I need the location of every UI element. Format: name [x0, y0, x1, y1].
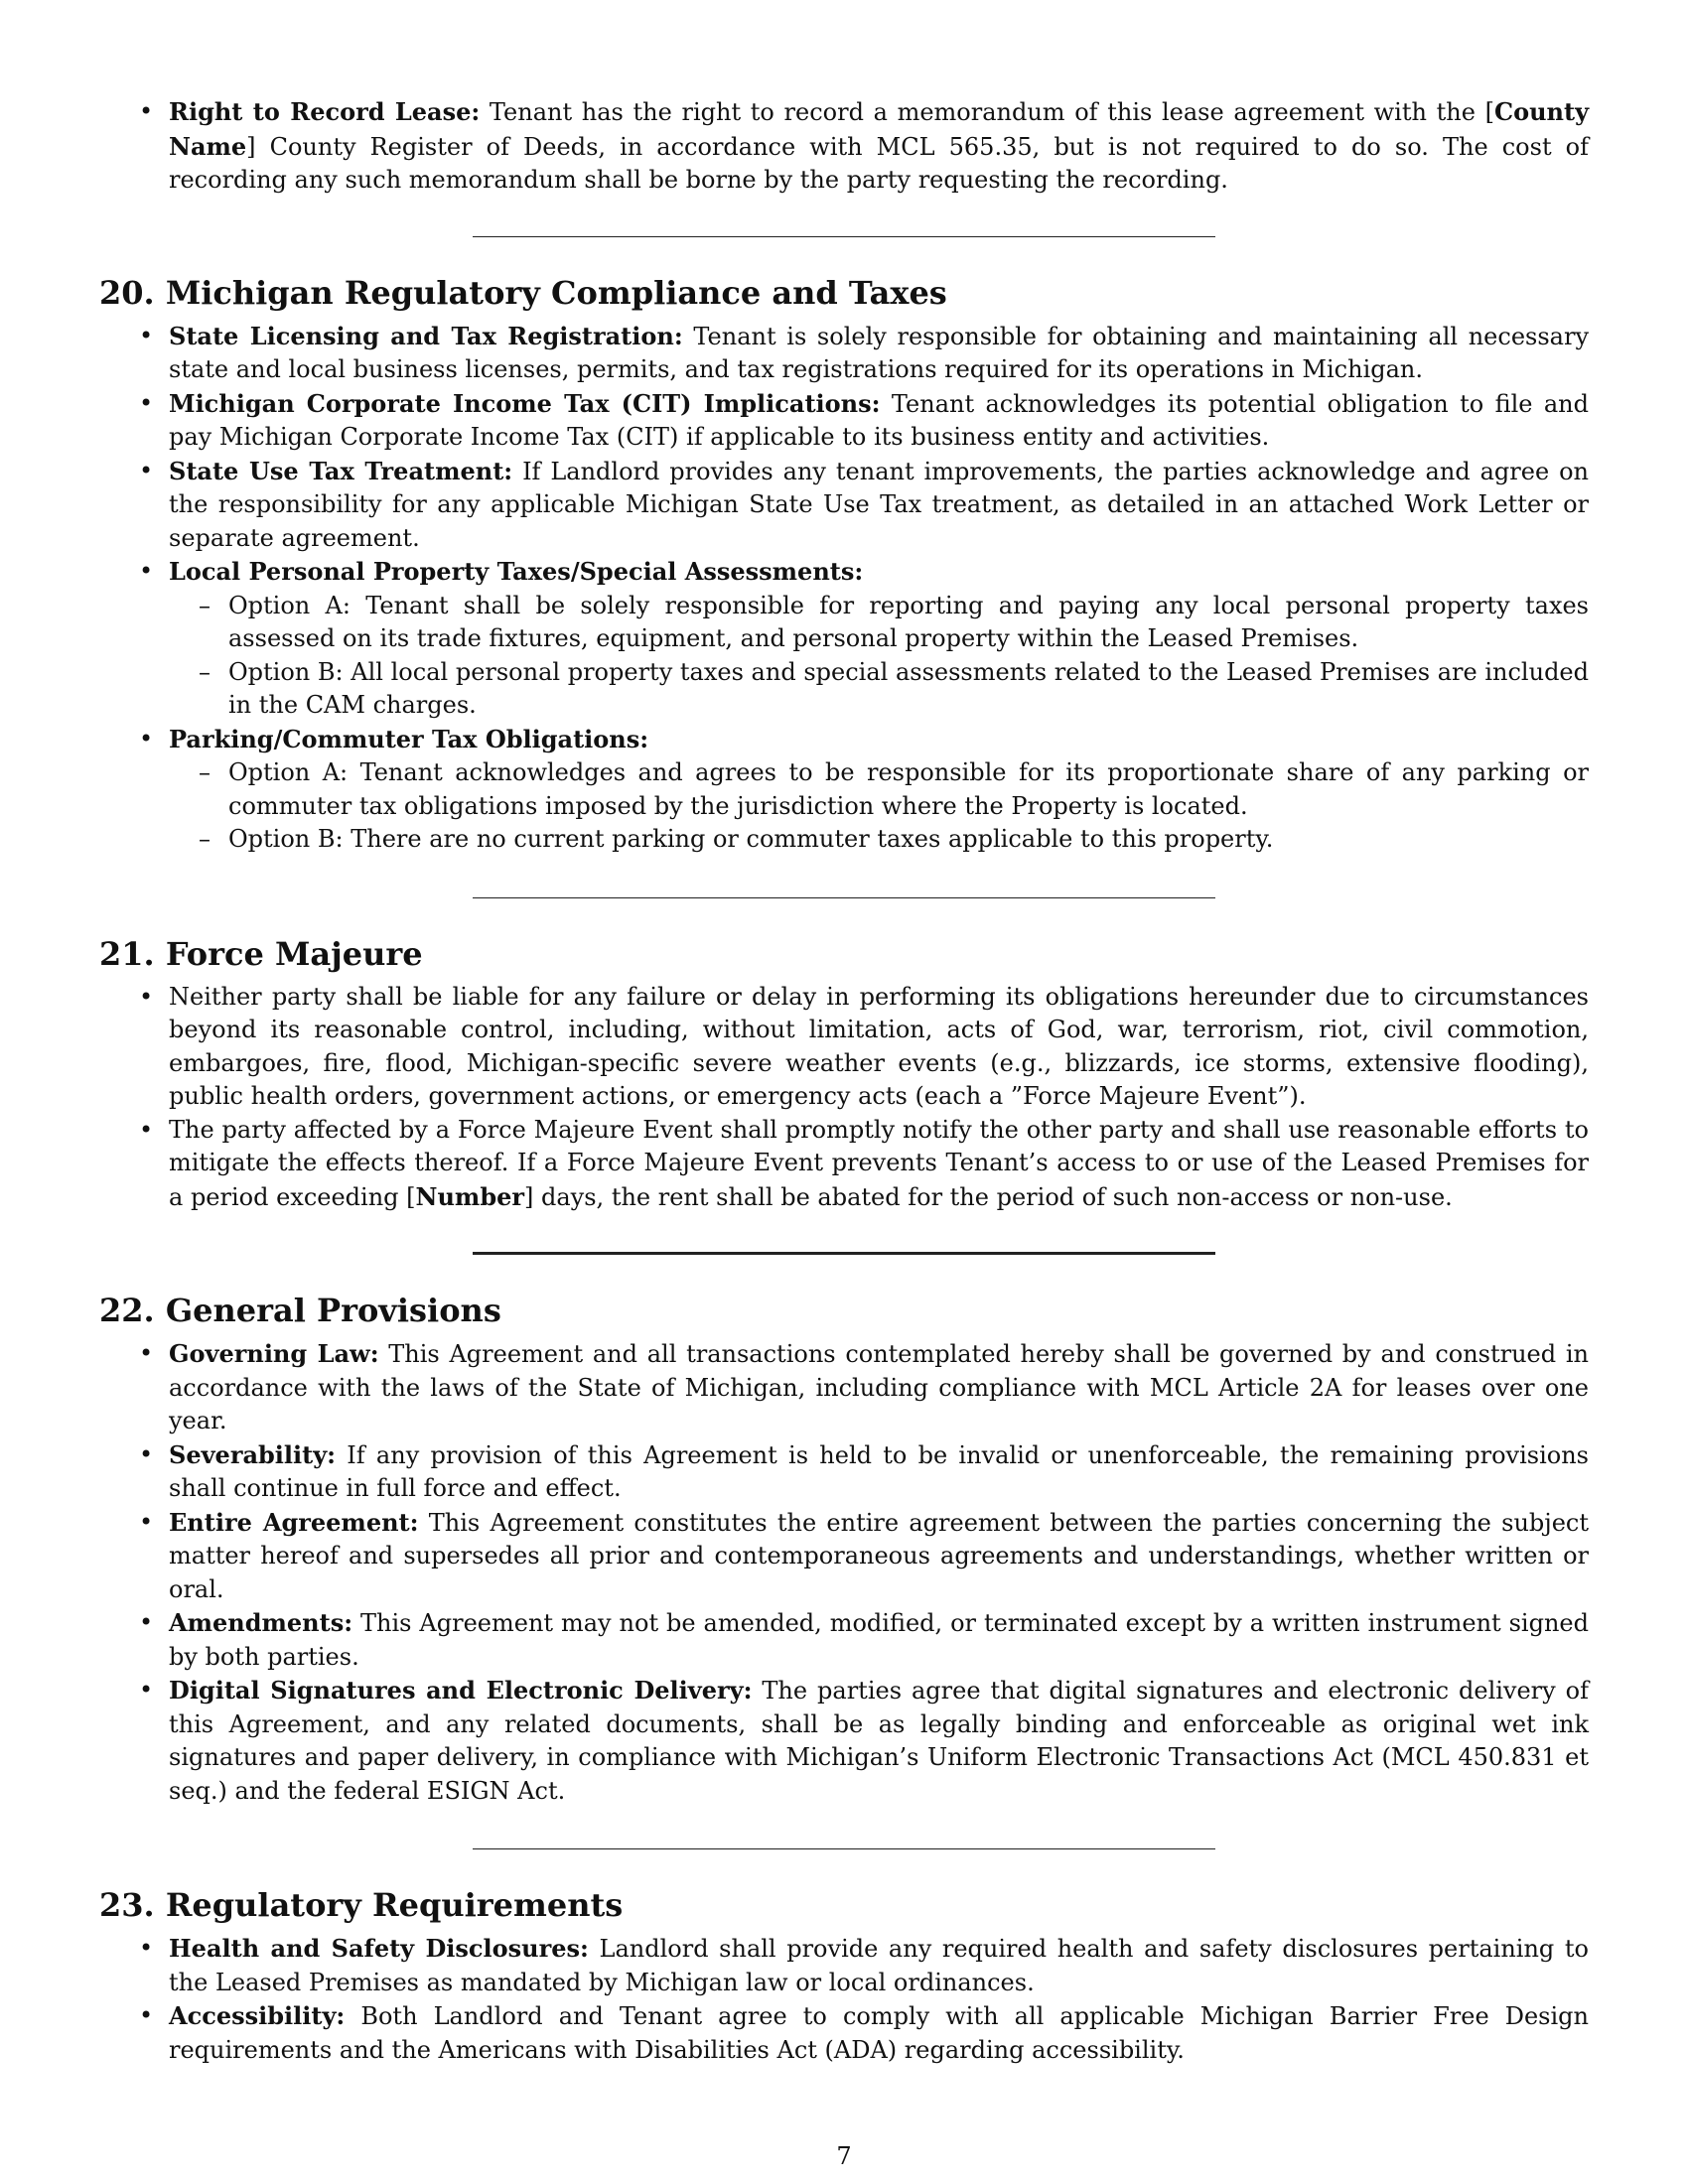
- list-item: • Amendments: This Agreement may not be amended, modified, or terminated except by a written instrument signed by both parties.: [169, 1606, 1589, 1674]
- list-item: • Governing Law: This Agreement and all transactions contemplated hereby shall be governed by and construed in accordance with the laws of the State of Michigan, including compliance with MCL Article 2A for leases over one year.: [169, 1337, 1589, 1438]
- section-23-heading: 23. Regulatory Requirements: [99, 1886, 624, 1924]
- section-22-list: [99, 1337, 1589, 1808]
- list-item: • Health and Safety Disclosures: Landlord shall provide any required health and safety disclosures pertaining to the Leased Premises as mandated by Michigan law or local ordinances.: [169, 1932, 1589, 1999]
- list-item: • Entire Agreement: This Agreement constitutes the entire agreement between the parties concerning the subject matter hereof and supersedes all prior and contemporaneous agreements and understandings, whether written or oral.: [169, 1506, 1589, 1607]
- sub-list: [169, 756, 1589, 857]
- document-page: [99, 95, 1589, 2067]
- list-item: • Neither party shall be liable for any failure or delay in performing its obligations hereunder due to circumstances beyond its reasonable control, including, without limitation, acts of God, war, terrorism, riot, civil commotion, embargoes, fire, flood, Michigan-specific severe weather events (e.g., blizzards, ice storms, extensive flooding), public health orders, government actions, or emergency acts (each a ”Force Majeure Event”).: [169, 981, 1589, 1114]
- section-23-list: [99, 1932, 1589, 2067]
- list-item: • State Licensing and Tax Registration: Tenant is solely responsible for obtaining and maintaining all necessary state and local business licenses, permits, and tax registrations required for its operations in Michigan.: [169, 320, 1589, 387]
- list-item: • Digital Signatures and Electronic Delivery: The parties agree that digital signatures and electronic delivery of this Agreement, and any related documents, shall be as legally binding and enforceable as original wet ink signatures and paper delivery, in compliance with Michigan’s Uniform Electronic Transactions Act (MCL 450.831 et seq.) and the federal ESIGN Act.: [169, 1674, 1589, 1808]
- sub-list-item: – Option A: Tenant acknowledges and agrees to be responsible for its proportionate share of any parking or commuter tax obligations imposed by the jurisdiction where the Property is located.: [228, 756, 1589, 823]
- section-22-heading: 22. General Provisions: [99, 1292, 501, 1329]
- section-divider: [473, 1252, 1215, 1255]
- section-21-heading: 21. Force Majeure: [99, 934, 423, 973]
- section-divider: [473, 236, 1215, 237]
- list-item: • The party affected by a Force Majeure Event shall promptly notify the other party and shall use reasonable efforts to mitigate the effects thereof. If a Force Majeure Event prevents Tenant’s access to or use of the Leased Premises for a period exceeding [Number] days, the rent shall be abated for the period of such non-access or non-use.: [169, 1114, 1589, 1215]
- sub-list-item: – Option A: Tenant shall be solely responsible for reporting and paying any local personal property taxes assessed on its trade fixtures, equipment, and personal property within the Leased Premises.: [228, 590, 1589, 656]
- section-20-list: [99, 320, 1589, 857]
- section-divider: [473, 897, 1215, 898]
- page-number: 7: [836, 2142, 852, 2170]
- sub-list-item: – Option B: All local personal property taxes and special assessments related to the Leased Premises are included in the CAM charges.: [228, 656, 1589, 723]
- list-item: • Accessibility: Both Landlord and Tenant agree to comply with all applicable Michigan Barrier Free Design requirements and the Americans with Disabilities Act (ADA) regarding accessibility.: [169, 1999, 1589, 2067]
- sub-list: [169, 590, 1589, 723]
- item-label: Right to Record Lease:: [169, 97, 481, 126]
- list-item: • Parking/Commuter Tax Obligations: – Option A: Tenant acknowledges and agrees to be responsible for its proportionate share of any parking or commuter tax obligations imposed by the jurisdiction where the Property is located. – Option B: There are no current parking or commuter taxes applicable to this property.: [169, 723, 1589, 857]
- record-lease-list: [99, 95, 1589, 198]
- section-20-heading: 20. Michigan Regulatory Compliance and Taxes: [99, 273, 947, 312]
- placeholder-number: Number: [415, 1181, 525, 1211]
- sub-list-item: – Option B: There are no current parking or commuter taxes applicable to this property.: [228, 823, 1589, 857]
- list-item: • Michigan Corporate Income Tax (CIT) Implications: Tenant acknowledges its potential obligation to file and pay Michigan Corporate Income Tax (CIT) if applicable to its business entity and activities.: [169, 387, 1589, 455]
- section-divider: [473, 1848, 1215, 1849]
- placeholder-county-name: County Name: [169, 97, 1590, 161]
- record-lease-item: • Right to Record Lease: Tenant has the right to record a memorandum of this lease agreement with the [County Name] County Register of Deeds, in accordance with MCL 565.35, but is not required to do so. The cost of recording any such memorandum shall be borne by the party requesting the recording.: [169, 95, 1589, 198]
- list-item: • Local Personal Property Taxes/Special Assessments: – Option A: Tenant shall be solely responsible for reporting and paying any local personal property taxes assessed on its trade fixtures, equipment, and personal property within the Leased Premises. – Option B: All local personal property taxes and special assessments related to the Leased Premises are included in the CAM charges.: [169, 555, 1589, 723]
- section-21-list: [99, 981, 1589, 1215]
- list-item: • Severability: If any provision of this Agreement is held to be invalid or unenforceable, the remaining provisions shall continue in full force and effect.: [169, 1438, 1589, 1506]
- list-item: • State Use Tax Treatment: If Landlord provides any tenant improvements, the parties acknowledge and agree on the responsibility for any applicable Michigan State Use Tax treatment, as detailed in an attached Work Letter or separate agreement.: [169, 455, 1589, 556]
